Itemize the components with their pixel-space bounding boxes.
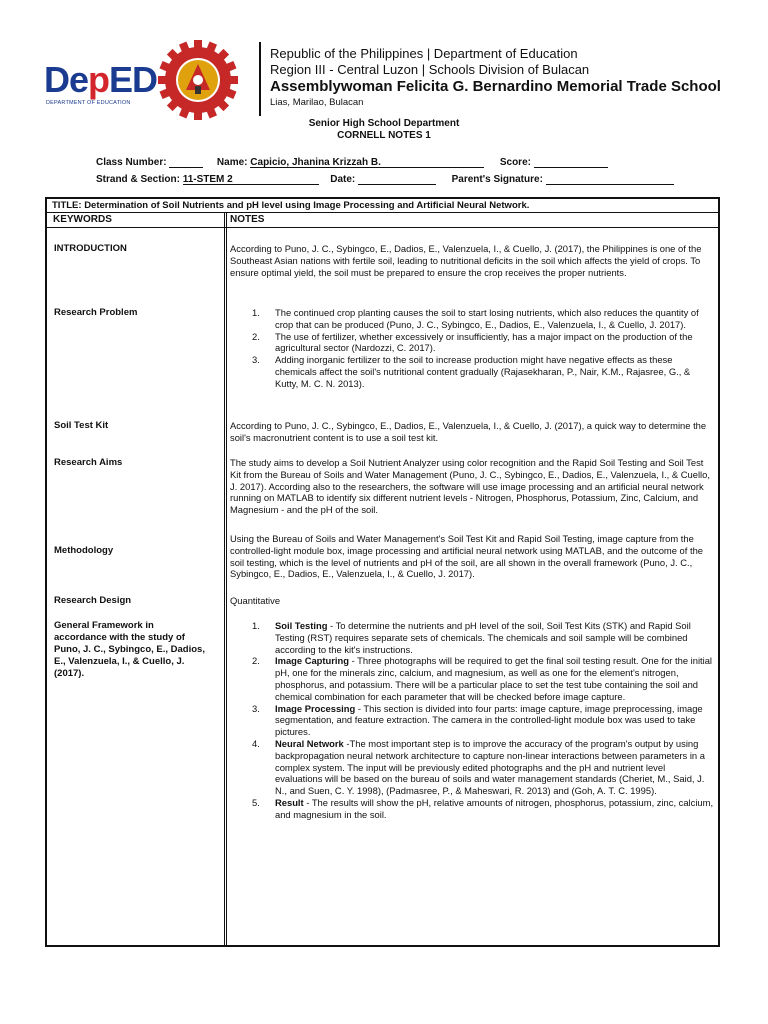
header-line-republic: Republic of the Philippines | Department of Education: [270, 46, 578, 61]
document-header: [40, 38, 740, 118]
note-soil-test-kit: According to Puno, J. C., Sybingco, E., Dadios, E., Valenzuela, I., & Cuello, J. (2017), a quick way to determine the soil's macronutrient content is to use a soil test kit.: [230, 420, 707, 443]
note-research-aims: The study aims to develop a Soil Nutrient Analyzer using color recognition and the Rapid Soil Testing and Soil Test Kit from the Bureau of Soils and Water Management (Puno, J. C., Sybingco, E., Dadios, E., Valenzuela, I., & Cuello, J. 2017). According also to the researchers, the software will use image processing and an artificial neural network running on MATLAB to identify six different nutrient levels - Nitrogen, Phosphorus, Potassium, Zinc, Calcium, and Magnesium - and the pH of the soil.: [230, 457, 710, 516]
keywords-header: KEYWORDS: [53, 214, 112, 225]
note-general-framework: [230, 620, 714, 821]
info-row-1: [96, 157, 608, 168]
note-research-problem: [230, 307, 714, 390]
score-label: Score:: [499, 157, 531, 168]
keyword-general-framework: General Framework in accordance with the study of Puno, J. C., Sybingco, E., Dadios, E., Valenzuela, I., & Cuello, J. (2017).: [54, 620, 205, 679]
list-item: 4. Neural Network -The most important step is to improve the accuracy of the program's output by using backpropagation neural network architecture to capture non-linear interactions between parameters in a complex system. The input will be previously edited photographs and the pH and nutrient level evaluations will be based on the bureau of soils and water management standards (Cheriet, M., Said, J. N., and Suen, C. Y. 1998), (Padmasree, P., & Maheswari, R. 2013) and (Goh, A. T. C. 1995).: [252, 737, 705, 797]
notes-title: TITLE: Determination of Soil Nutrients and pH level using Image Processing and Artificial Neural Network.: [47, 199, 718, 213]
parent-signature-field[interactable]: [546, 174, 674, 185]
list-item: 1. Soil Testing - To determine the nutrients and pH level of the soil, Soil Test Kits (STK) and Rapid Soil Testing (RST) requires separate sets of chemicals. The chemicals and soil sample will be combined according to the kit's instructions.: [252, 620, 691, 655]
note-research-design: Quantitative: [230, 595, 281, 606]
list-item: 2. The use of fertilizer, whether excessively or insufficiently, has a major impact on the production of the agricultural sector (Nardozzi, C. 2017).: [252, 330, 693, 354]
list-item: 1. The continued crop planting causes the soil to start losing nutrients, which also reduces the quantity of crop that can be produced (Puno, J. C., Sybingco, E., Dadios, E., Valenzuela, I., & Cuello, J. 2017).: [252, 307, 699, 330]
list-item: 3. Adding inorganic fertilizer to the soil to increase production might have negative effects as these chemicals affect the soil's nutritional content gradually (Rajasekharan, P., Nair, K.M., Rajasree, G., & Kutty, M. C. N. 2013).: [252, 354, 691, 389]
list-item: 5. Result - The results will show the pH, relative amounts of nitrogen, phosphorus, potassium, zinc, calcium, and magnesium in the soil.: [252, 796, 714, 820]
column-divider: [224, 213, 227, 945]
school-seal-icon: [158, 40, 238, 120]
parent-signature-label: Parent's Signature:: [451, 174, 543, 185]
department-name: Senior High School Department: [308, 118, 460, 129]
info-row-2: [96, 174, 674, 185]
header-divider: [259, 42, 261, 116]
logo-text-ed: ED: [109, 59, 158, 100]
date-label: Date:: [330, 174, 356, 185]
strand-label: Strand & Section:: [96, 174, 180, 185]
class-number-label: Class Number:: [96, 157, 167, 168]
department-block: [0, 118, 768, 142]
keyword-methodology: Methodology: [54, 545, 114, 556]
table-header-row: [47, 213, 718, 228]
keyword-introduction: INTRODUCTION: [54, 243, 127, 254]
school-name: Assemblywoman Felicita G. Bernardino Memorial Trade School: [270, 78, 721, 95]
note-introduction: According to Puno, J. C., Sybingco, E., Dadios, E., Valenzuela, I., & Cuello, J. (2017), the Philippines is one of the Southeast Asian nations with fertile soil, leading to nutritional deficits in the soil which affects the yield of crops. To ensure optimal yield, the soil must be prepared to ensure the crop receives the proper nutrients.: [230, 243, 702, 278]
keyword-research-design: Research Design: [54, 595, 132, 606]
note-methodology: Using the Bureau of Soils and Water Management's Soil Test Kit and Rapid Soil Testing, image capture from the controlled-light module box, image processing and artificial neural network using MATLAB, and the outcome of the soil testing, which is the level of nutrients and pH of the soil, are all shown in the overall framework (Puno, J. C., Sybingco, E., Dadios, E., Valenzuela, I., & Cuello, J. 2017).: [230, 533, 703, 580]
list-item: 2. Image Capturing - Three photographs will be required to get the final soil testing result. One for the initial pH, one for the minerals zinc, calcium, and magnesium, as well as one for the element's nitrogen, phosphorus, and potassium. There will be a particular place to set the test tube containing the soil and chemical combination for each parameter that will be checked before image capture.: [252, 655, 713, 702]
school-address: Lias, Marilao, Bulacan: [270, 97, 364, 108]
logo-subtitle: DEPARTMENT OF EDUCATION: [46, 100, 131, 106]
name-field[interactable]: Capicio, Jhanina Krizzah B.: [250, 157, 484, 168]
class-number-field[interactable]: [169, 157, 203, 168]
list-item: 3. Image Processing - This section is divided into four parts: image capture, image preprocessing, image segmentation, and feature extraction. The camera in the controlled-light module box was used to take pictures.: [252, 702, 703, 738]
header-line-region: Region III - Central Luzon | Schools Division of Bulacan: [270, 62, 590, 77]
strand-field[interactable]: 11-STEM 2: [183, 174, 319, 185]
date-field[interactable]: [358, 174, 436, 185]
logo-text-de: De: [44, 59, 89, 100]
cornell-notes-table: [45, 197, 720, 947]
keyword-research-aims: Research Aims: [54, 457, 123, 468]
score-field[interactable]: [534, 157, 608, 168]
name-label: Name:: [216, 157, 248, 168]
notes-header: NOTES: [230, 214, 265, 225]
document-type: CORNELL NOTES 1: [337, 130, 431, 141]
keyword-research-problem: Research Problem: [54, 307, 138, 318]
logo-text-p: p: [88, 59, 110, 100]
keyword-soil-test-kit: Soil Test Kit: [54, 420, 109, 431]
deped-logo: [44, 48, 156, 108]
